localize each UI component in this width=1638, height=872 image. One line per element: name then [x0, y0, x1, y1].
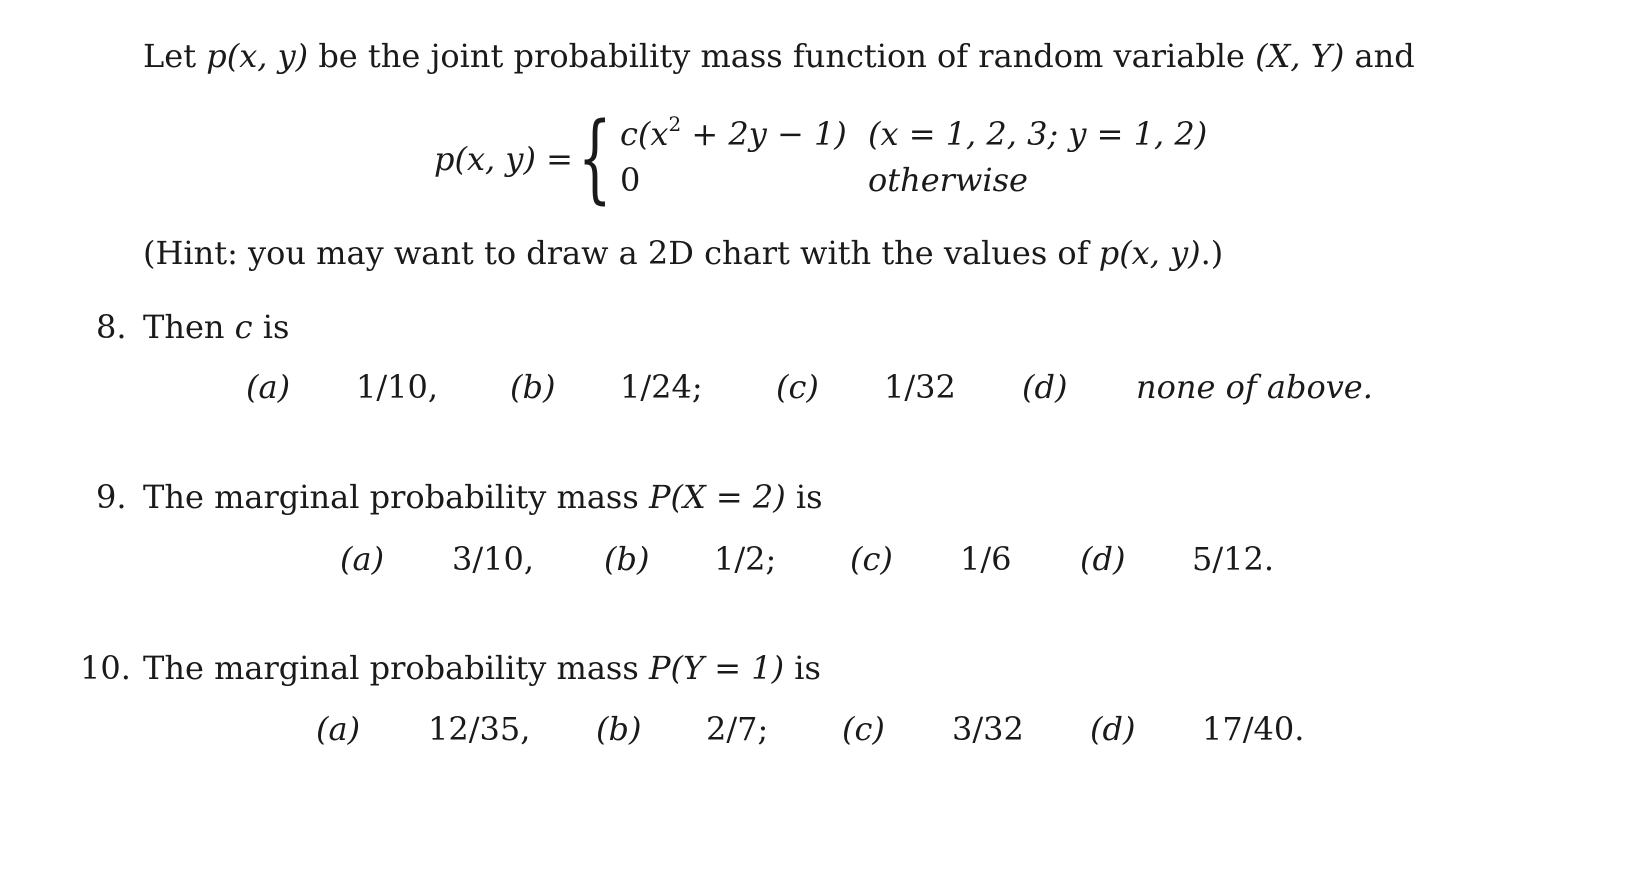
option-value: none of above. [1136, 368, 1373, 406]
intro-sentence [143, 36, 1415, 76]
question-text [143, 307, 289, 347]
option-value: 1/32 [884, 368, 956, 406]
question-suffix: is [252, 308, 290, 346]
piecewise-case1-expression [620, 114, 847, 154]
option-label: (b) [596, 710, 642, 748]
question-prefix: The marginal probability mass [143, 478, 649, 516]
question-number: 10. [80, 649, 131, 687]
option-label: (a) [246, 368, 291, 406]
hint-suffix: .) [1200, 234, 1224, 272]
option-label: (b) [510, 368, 556, 406]
option-value: 12/35, [428, 710, 531, 748]
question-number: 9. [96, 478, 127, 516]
option-label: (a) [340, 540, 385, 578]
question-suffix: is [785, 478, 823, 516]
hint-func: p(x, y) [1098, 234, 1201, 272]
option-value: 1/6 [960, 540, 1012, 578]
question-math: P(Y = 1) [648, 649, 785, 687]
hint [143, 233, 1223, 273]
question-number: 8. [96, 308, 127, 346]
option-value: 1/24; [620, 368, 703, 406]
left-brace-icon: { [578, 102, 612, 214]
question-math: P(X = 2) [648, 478, 786, 516]
piecewise-lhs: p(x, y) = [434, 140, 573, 178]
case1-expr-b: + 2y − 1) [681, 115, 847, 153]
question-math: c [234, 308, 253, 346]
question-prefix: The marginal probability mass [143, 649, 649, 687]
option-value: 1/2; [714, 540, 777, 578]
intro-random-variable: (X, Y) [1255, 37, 1345, 75]
piecewise-case2-expression: 0 [620, 161, 641, 199]
option-label: (d) [1090, 710, 1136, 748]
case1-expr-sup: 2 [668, 112, 682, 136]
option-value: 17/40. [1202, 710, 1305, 748]
hint-prefix: (Hint: you may want to draw a 2D chart with the values of [143, 234, 1099, 272]
option-label: (a) [316, 710, 361, 748]
intro-suffix: and [1344, 37, 1415, 75]
option-value: 5/12. [1192, 540, 1275, 578]
option-value: 3/10, [452, 540, 535, 578]
option-label: (c) [842, 710, 885, 748]
intro-prefix: Let [143, 37, 207, 75]
question-text [143, 648, 821, 688]
option-value: 3/32 [952, 710, 1024, 748]
option-label: (d) [1080, 540, 1126, 578]
option-label: (c) [850, 540, 893, 578]
question-text [143, 477, 823, 517]
option-label: (b) [604, 540, 650, 578]
case1-expr-a: c(x [620, 115, 669, 153]
option-label: (d) [1022, 368, 1068, 406]
option-value: 2/7; [706, 710, 769, 748]
question-prefix: Then [143, 308, 235, 346]
option-value: 1/10, [356, 368, 439, 406]
question-suffix: is [784, 649, 821, 687]
piecewise-case2-condition: otherwise [868, 161, 1028, 199]
piecewise-case1-condition: (x = 1, 2, 3; y = 1, 2) [868, 115, 1208, 153]
intro-func: p(x, y) [206, 37, 309, 75]
intro-middle: be the joint probability mass function of random variable [308, 37, 1256, 75]
option-label: (c) [776, 368, 819, 406]
